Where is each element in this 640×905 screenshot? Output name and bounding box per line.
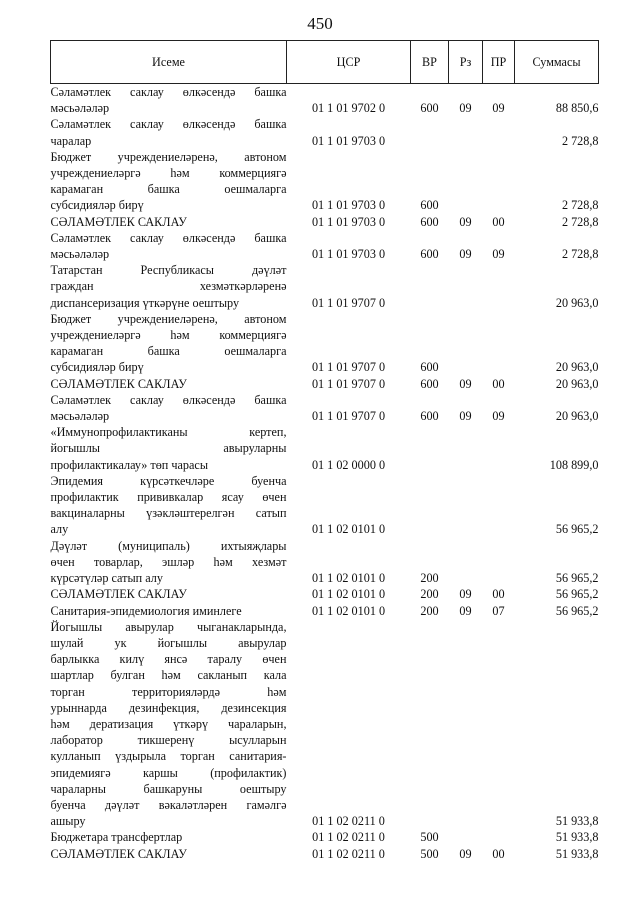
row-pr: 00 <box>492 846 505 861</box>
row-rz: 09 <box>459 247 472 262</box>
row-vr: 600 <box>420 101 439 116</box>
row-name-line: карамаган башка оешмаларга <box>50 344 287 359</box>
row-sum: 2 728,8 <box>561 133 599 148</box>
row-rz <box>449 538 483 587</box>
row-name-line: граждан хезмәткәрләренә <box>50 279 287 294</box>
row-vr: 600 <box>420 198 439 213</box>
row-rz <box>449 829 483 845</box>
row-pr <box>483 311 515 376</box>
table-row <box>51 262 599 311</box>
table-header-row <box>51 41 599 84</box>
row-name <box>51 262 287 311</box>
row-name-line: Йогышлы авырулар чыганакларында, <box>50 619 287 634</box>
row-name-line: учреждениеләргә һәм коммерциягә <box>50 166 287 181</box>
row-name <box>51 116 287 148</box>
row-name-line: барлыкка килү янсә таралу өчен <box>50 652 287 667</box>
table-row <box>51 392 599 424</box>
row-rz: 09 <box>459 587 472 602</box>
row-csr: 01 1 01 9703 0 <box>311 133 386 148</box>
row-name-line: Бюджет учреждениеләренә, автоном <box>50 149 287 164</box>
row-csr: 01 1 01 9702 0 <box>311 101 386 116</box>
row-name-line: шулай ук йогышлы авырулар <box>50 635 287 650</box>
row-csr: 01 1 01 9703 0 <box>311 247 386 262</box>
row-rz: 09 <box>459 376 472 391</box>
row-rz: 09 <box>459 214 472 229</box>
row-name <box>51 473 287 538</box>
table-row <box>51 84 599 117</box>
row-csr: 01 1 01 9707 0 <box>311 409 386 424</box>
row-name-line: мәсьәләләр <box>50 247 110 262</box>
row-name <box>51 846 287 862</box>
row-rz <box>449 619 483 830</box>
table-row <box>51 214 599 230</box>
row-name-line: мәсьәләләр <box>50 409 110 424</box>
row-pr: 09 <box>492 247 505 262</box>
row-vr <box>411 116 449 148</box>
header-pr: ПР <box>483 41 515 84</box>
row-pr <box>483 619 515 830</box>
row-name-line: «Иммунопрофилактиканы кертеп, <box>50 425 287 440</box>
row-sum: 2 728,8 <box>561 198 599 213</box>
row-csr: 01 1 02 0000 0 <box>311 457 386 472</box>
row-vr: 500 <box>420 830 439 845</box>
row-pr: 09 <box>492 101 505 116</box>
row-name-line: СӘЛАМӘТЛЕК САКЛАУ <box>50 587 187 602</box>
row-name-line: Сәламәтлек саклау өлкәсендә башка <box>50 85 287 99</box>
row-name-line: СӘЛАМӘТЛЕК САКЛАУ <box>50 376 187 391</box>
row-rz: 09 <box>459 409 472 424</box>
header-rz: Рз <box>449 41 483 84</box>
table-body <box>51 84 599 862</box>
row-name-line: чаралар <box>50 133 92 148</box>
row-csr: 01 1 01 9707 0 <box>311 360 386 375</box>
table-row <box>51 473 599 538</box>
row-pr <box>483 829 515 845</box>
row-name-line: кулланып үздырыла торган санитария- <box>50 749 287 764</box>
row-csr: 01 1 01 9703 0 <box>311 214 386 229</box>
row-rz: 09 <box>459 603 472 618</box>
row-pr <box>483 424 515 473</box>
row-pr <box>483 116 515 148</box>
header-sum: Суммасы <box>515 41 599 84</box>
row-pr: 00 <box>492 214 505 229</box>
row-name-line: шартлар булган һәм сакланып кала <box>50 668 287 683</box>
row-vr: 200 <box>420 587 439 602</box>
row-vr: 600 <box>420 247 439 262</box>
row-rz <box>449 424 483 473</box>
row-vr <box>411 424 449 473</box>
row-name-line: күрсәтүләр сатып алу <box>50 571 163 586</box>
row-sum: 51 933,8 <box>555 814 599 829</box>
row-name-line: субсидияләр бирү <box>50 360 144 375</box>
row-name-line: Сәламәтлек саклау өлкәсендә башка <box>50 230 287 245</box>
row-name-line: буенча дәүләт вәкаләтләрен гамәлгә <box>50 797 287 812</box>
row-csr: 01 1 01 9703 0 <box>311 198 386 213</box>
table-row <box>51 829 599 845</box>
row-name-line: Санитария-эпидемиология иминлеге <box>50 603 242 618</box>
row-name-line: өчен товарлар, эшләр һәм хезмәт <box>50 554 287 569</box>
row-rz: 09 <box>459 846 472 861</box>
row-name <box>51 586 287 602</box>
row-name-line: профилактик прививкалар ясау өчен <box>50 490 287 505</box>
row-sum: 88 850,6 <box>555 101 599 116</box>
table-row <box>51 424 599 473</box>
row-sum: 56 965,2 <box>555 603 599 618</box>
row-rz <box>449 311 483 376</box>
row-name <box>51 619 287 830</box>
row-pr: 00 <box>492 376 505 391</box>
row-name-line: Татарстан Республикасы дәүләт <box>50 263 287 278</box>
row-rz: 09 <box>459 101 472 116</box>
table-row <box>51 619 599 830</box>
row-name-line: вакциналарны үзәкләштерелгән сатып <box>50 506 287 521</box>
row-pr <box>483 473 515 538</box>
row-name <box>51 214 287 230</box>
row-sum: 56 965,2 <box>555 587 599 602</box>
row-name <box>51 829 287 845</box>
row-name-line: һәм дератизация үткәрү чараларын, <box>50 716 287 731</box>
table-row <box>51 603 599 619</box>
row-name <box>51 376 287 392</box>
row-name-line: лаборатор тикшеренү ысулларын <box>50 733 287 748</box>
row-sum: 56 965,2 <box>555 571 599 586</box>
row-pr: 09 <box>492 409 505 424</box>
row-csr: 01 1 02 0101 0 <box>311 522 386 537</box>
row-vr: 200 <box>420 571 439 586</box>
table-row <box>51 116 599 148</box>
row-sum: 20 963,0 <box>555 295 599 310</box>
table-row <box>51 538 599 587</box>
page-number: 450 <box>307 14 333 33</box>
row-sum: 20 963,0 <box>555 360 599 375</box>
row-name-line: эпидемиягә каршы (профилактик) <box>50 765 287 780</box>
table-row <box>51 311 599 376</box>
row-name-line: Бюджет учреждениеләренә, автоном <box>50 311 287 326</box>
row-name-line: урыннарда дезинфекция, дезинсекция <box>50 700 287 715</box>
row-pr <box>483 538 515 587</box>
row-name-line: субсидияләр бирү <box>50 198 144 213</box>
row-pr <box>483 262 515 311</box>
row-name-line: Дәүләт (муниципаль) ихтыяҗлары <box>50 538 287 553</box>
row-sum: 20 963,0 <box>555 409 599 424</box>
row-name-line: ашыру <box>50 814 86 829</box>
row-rz <box>449 149 483 214</box>
row-vr: 500 <box>420 846 439 861</box>
row-name <box>51 603 287 619</box>
header-csr: ЦСР <box>287 41 411 84</box>
row-csr: 01 1 01 9707 0 <box>311 295 386 310</box>
row-pr: 07 <box>492 603 505 618</box>
row-pr <box>483 149 515 214</box>
row-vr: 600 <box>420 360 439 375</box>
row-name-line: торган территорияләрдә һәм <box>50 684 287 699</box>
row-csr: 01 1 02 0101 0 <box>311 587 386 602</box>
row-name-line: чараларны башкаруны оештыру <box>50 781 287 796</box>
table-row <box>51 376 599 392</box>
row-name-line: Сәламәтлек саклау өлкәсендә башка <box>50 392 287 407</box>
row-csr: 01 1 02 0211 0 <box>312 846 385 861</box>
row-vr <box>411 619 449 830</box>
row-csr: 01 1 02 0211 0 <box>312 814 385 829</box>
table-row <box>51 846 599 862</box>
row-sum: 2 728,8 <box>561 247 599 262</box>
row-name <box>51 84 287 117</box>
row-name <box>51 392 287 424</box>
budget-table <box>50 40 599 862</box>
row-name-line: алу <box>50 522 69 537</box>
row-vr: 600 <box>420 409 439 424</box>
row-name-line: мәсьәләләр <box>50 101 110 116</box>
header-name: Исеме <box>51 41 287 84</box>
row-name-line: диспансеризация үткәрүне оештыру <box>50 295 240 310</box>
row-name-line: учреждениеләргә һәм коммерциягә <box>50 328 287 343</box>
row-vr <box>411 262 449 311</box>
row-csr: 01 1 02 0101 0 <box>311 603 386 618</box>
table-row <box>51 149 599 214</box>
row-sum: 56 965,2 <box>555 522 599 537</box>
row-vr: 600 <box>420 214 439 229</box>
header-vr: ВР <box>411 41 449 84</box>
row-csr: 01 1 02 0211 0 <box>312 830 385 845</box>
row-name-line: карамаган башка оешмаларга <box>50 182 287 197</box>
row-name <box>51 311 287 376</box>
row-name-line: Бюджетара трансфертлар <box>50 830 183 845</box>
row-name-line: Сәламәтлек саклау өлкәсендә башка <box>50 117 287 132</box>
row-csr: 01 1 01 9707 0 <box>311 376 386 391</box>
row-vr <box>411 473 449 538</box>
row-rz <box>449 262 483 311</box>
row-sum: 108 899,0 <box>549 457 599 472</box>
row-name-line: йогышлы авыруларны <box>50 441 287 456</box>
row-rz <box>449 116 483 148</box>
row-name-line: СӘЛАМӘТЛЕК САКЛАУ <box>50 214 187 229</box>
row-name-line: СӘЛАМӘТЛЕК САКЛАУ <box>50 846 187 861</box>
row-sum: 20 963,0 <box>555 376 599 391</box>
row-vr: 200 <box>420 603 439 618</box>
row-sum: 51 933,8 <box>555 830 599 845</box>
row-name <box>51 230 287 262</box>
table-row <box>51 586 599 602</box>
row-sum: 2 728,8 <box>561 214 599 229</box>
row-name <box>51 424 287 473</box>
row-name-line: профилактикалау» төп чарасы <box>50 457 209 472</box>
row-name <box>51 538 287 587</box>
row-vr: 600 <box>420 376 439 391</box>
table-row <box>51 230 599 262</box>
row-rz <box>449 473 483 538</box>
row-sum: 51 933,8 <box>555 846 599 861</box>
row-csr: 01 1 02 0101 0 <box>311 571 386 586</box>
row-pr: 00 <box>492 587 505 602</box>
row-name <box>51 149 287 214</box>
row-name-line: Эпидемия күрсәткечләре буенча <box>50 473 287 488</box>
